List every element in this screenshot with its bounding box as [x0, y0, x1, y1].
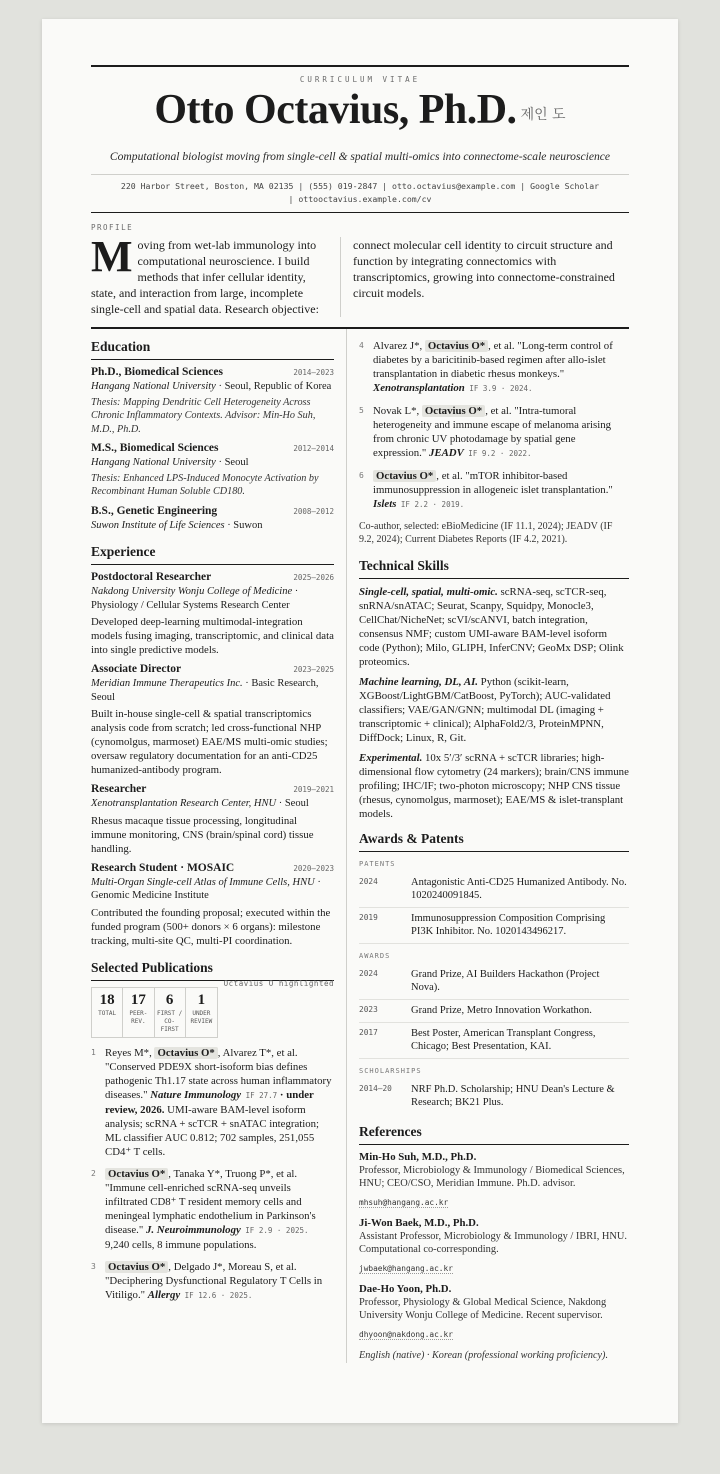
contact-phone: (555) 019-2847 — [308, 181, 378, 191]
reference-name: Dae-Ho Yoon, Ph.D. — [359, 1283, 452, 1295]
award-text: Antagonistic Anti-CD25 Humanized Antibody. No. 1020240091845. — [411, 877, 627, 901]
journal-meta: IF 12.6 · 2025. — [180, 1290, 253, 1300]
skill-category: Experimental. — [359, 752, 423, 764]
highlighted-author: Octavius O* — [105, 1168, 168, 1180]
contact-sep: | — [293, 181, 309, 191]
citation-body: , et al. "mTOR inhibitor-based immunosuppression in allogeneic islet transplantation." — [373, 470, 613, 496]
award-text: Grand Prize, Metro Innovation Workathon. — [411, 1005, 592, 1016]
education-entry — [91, 366, 334, 436]
experience-entry — [91, 783, 334, 856]
award-text: Grand Prize, AI Builders Hackathon (Project Nova). — [411, 969, 600, 993]
reference-name: Ji-Won Baek, M.D., Ph.D. — [359, 1217, 479, 1229]
experience-list — [91, 571, 334, 948]
pub-stat — [186, 988, 217, 1037]
entry-date: 2023–2025 — [293, 665, 334, 674]
entry-head — [91, 571, 334, 583]
entry-head — [91, 783, 334, 795]
page-title — [91, 88, 629, 140]
award-year: 2017 — [359, 1028, 378, 1037]
authors-pre: Novak L*, — [373, 405, 422, 417]
experience-entry — [91, 663, 334, 777]
publication-number: 1 — [91, 1047, 96, 1057]
name-suffix: Ph.D. — [408, 87, 517, 133]
publication-number: 2 — [91, 1168, 96, 1178]
entry-head — [91, 862, 334, 874]
organization-unit: · Seoul — [276, 798, 309, 809]
award-year: 2019 — [359, 913, 378, 922]
skill-category: Single-cell, spatial, multi-omic. — [359, 586, 498, 598]
contact-email-link[interactable]: otto.octavius@example.com — [392, 181, 516, 191]
journal-meta: IF 3.9 · 2024. — [464, 384, 533, 393]
reference-entry — [359, 1151, 629, 1209]
journal-meta: IF 27.7 — [241, 1090, 278, 1100]
name-main: Otto Octavius — [154, 87, 399, 133]
reference-entry — [359, 1217, 629, 1275]
reference-role: Professor, Microbiology & Immunology / Biomedical Sciences, HNU; CEO/CSO, Meridian Immune. Ph.D. advisor. — [359, 1165, 625, 1189]
name-comma: , — [398, 87, 409, 133]
publication-text — [373, 404, 629, 461]
award-group-label: SCHOLARSHIPS — [359, 1067, 422, 1075]
education-entry — [91, 442, 334, 499]
skills-heading: Technical Skills — [359, 558, 629, 579]
publication-item — [359, 404, 629, 461]
publication-text — [105, 1046, 334, 1159]
skills-list — [359, 585, 629, 821]
degree-title: B.S., Genetic Engineering — [91, 504, 218, 517]
institution-name: Hangang National University — [91, 381, 216, 392]
publication-item — [359, 339, 629, 396]
entry-head — [91, 663, 334, 675]
institution-location: · Seoul, Republic of Korea — [215, 381, 332, 392]
reference-role: Assistant Professor, Microbiology & Immunology / IBRI, HNU. Computational co-corresponding. — [359, 1231, 627, 1255]
organization-unit: · Basic Research, Seoul — [91, 678, 319, 703]
reference-role: Professor, Physiology & Global Medical Science, Nakdong University Wonju College of Medicine. Recent supervisor. — [359, 1297, 607, 1321]
institution-name: Suwon Institute of Life Sciences — [91, 519, 225, 531]
contact-bar — [91, 174, 629, 212]
highlighted-author: Octavius O* — [373, 470, 436, 482]
publication-item — [91, 1260, 334, 1303]
award-row — [359, 908, 629, 944]
citation-body: , Tanaka Y*, Truong P*, et al. "Immune cell-enriched scRNA-seq unveils infiltrated CD8⁺ T resident memory cells and meningeal lymphatic endothelium in Parkinson's disease." — [105, 1167, 316, 1236]
skill-group — [359, 675, 629, 745]
journal-name: Xenotransplantation — [373, 382, 465, 394]
citation-body: , Alvarez T*, et al. "Conserved PDE9X short-isoform bias defines pathogenic Th1.17 state across human inflammatory diseases." — [105, 1046, 332, 1101]
organization-name: Multi-Organ Single-cell Atlas of Immune Cells, HNU — [91, 876, 315, 888]
publication-text — [105, 1167, 334, 1252]
job-description: Developed deep-learning multimodal-integration models fusing imaging, transcriptomic, and clinical data into single predictive models. — [91, 616, 334, 656]
references-list — [359, 1151, 629, 1341]
entry-date: 2019–2021 — [293, 785, 334, 794]
institution-location: · Seoul — [215, 457, 249, 468]
journal-meta: IF 9.2 · 2022. — [463, 449, 532, 458]
institution-location: · Suwon — [224, 519, 263, 531]
publication-note: UMI-aware BAM-level isoform analysis; scRNA + scTCR + snATAC integration; ML classifier AUC 0.812; 702 samples, 251,055 CD4⁺ T cells. — [105, 1103, 320, 1158]
publications-heading: Selected Publications — [91, 960, 334, 981]
tagline: Computational biologist moving from single-cell & spatial multi-omics into connectome-scale neuroscience — [109, 150, 611, 163]
highlighted-author: Octavius O* — [425, 340, 488, 352]
award-row — [359, 1079, 629, 1114]
reference-name: Min-Ho Suh, M.D., Ph.D. — [359, 1151, 477, 1163]
pub-stat — [123, 988, 154, 1037]
awards-heading: Awards & Patents — [359, 831, 629, 852]
award-group-label: PATENTS — [359, 860, 396, 868]
experience-heading: Experience — [91, 544, 334, 565]
citation-body: , et al. "Intra-tumoral heterogeneity and immune escape of melanoma arising from chronic UV photodamage by spatial gene expression." — [373, 405, 612, 459]
thesis: Thesis: Mapping Dendritic Cell Heterogeneity Across Chronic Inflammatory Contexts. Advisor: Min-Ho Suh, M.D., Ph.D. — [91, 396, 316, 435]
reference-email-link[interactable]: jwbaek@hangang.ac.kr — [359, 1264, 453, 1273]
award-row — [359, 1023, 629, 1059]
stat-number: 17 — [130, 991, 146, 1008]
journal-name: Islets — [373, 498, 397, 510]
skill-list: 10x 5′/3′ scRNA + scTCR libraries; high-dimensional flow cytometry (24 markers); brain/CNS immune profiling; IHC/IF; two-photon microscopy; NHP CNS tissue (rhesus, cynomolgus, marmoset); EAE/MS & islet-transplant models. — [359, 752, 629, 820]
profile-label: PROFILE — [91, 223, 134, 232]
entry-head — [91, 442, 334, 454]
contact-sep: | — [515, 181, 531, 191]
publication-text — [373, 339, 629, 396]
award-row — [359, 1000, 629, 1023]
institution-name: Hangang National University — [91, 457, 216, 468]
publication-text — [105, 1260, 334, 1303]
job-title: Associate Director — [91, 663, 182, 675]
pub-stats — [91, 987, 218, 1038]
stat-label: FIRST / CO-FIRST — [156, 1009, 183, 1033]
organization-unit: · Genomic Medicine Institute — [91, 876, 321, 901]
organization-name: Meridian Immune Therapeutics Inc. — [91, 678, 243, 689]
institution — [91, 456, 334, 470]
coauthor-note: Co-author, selected: eBioMedicine (IF 11.1, 2024); JEADV (IF 9.2, 2024); Current Diabetes Reports (IF 4.2, 2021). — [359, 521, 613, 545]
pub-stat — [92, 988, 123, 1037]
cv-page — [42, 19, 678, 1423]
publication-number: 5 — [359, 406, 364, 415]
organization-name: Xenotransplantation Research Center, HNU — [91, 798, 277, 809]
award-year: 2014–20 — [359, 1084, 392, 1093]
reference-entry — [359, 1283, 629, 1341]
institution — [91, 380, 334, 394]
job-description: Contributed the founding proposal; executed within the funded program (500+ donors × 6 organs): milestone tracking, multi-site QC, multi-PI coordination. — [91, 906, 331, 947]
award-row — [359, 964, 629, 1000]
drop-cap: M — [91, 232, 133, 281]
profile-col-1 — [91, 232, 341, 317]
entry-date: 2012–2014 — [293, 444, 334, 453]
education-list — [91, 366, 334, 532]
two-column-body — [91, 327, 629, 1363]
journal-name: Allergy — [147, 1288, 181, 1301]
skill-group — [359, 751, 629, 821]
award-group-label: AWARDS — [359, 952, 391, 960]
left-column — [91, 329, 347, 1363]
award-text: Immunosuppression Composition Comprising PI3K Inhibitor. No. 1020143496217. — [411, 913, 606, 937]
scholar-link[interactable]: Google Scholar — [530, 181, 600, 191]
award-year: 2024 — [359, 969, 378, 978]
top-rule — [91, 65, 629, 67]
stat-number: 1 — [197, 991, 206, 1008]
publication-number: 3 — [91, 1261, 96, 1271]
thesis: Thesis: Enhanced LPS-Induced Monocyte Activation by Recombinant Human Soluble CD180. — [91, 472, 319, 497]
authors-pre: Alvarez J*, — [373, 340, 425, 352]
name-hangul: 제인 도 — [520, 107, 566, 123]
profile-rule — [91, 212, 629, 213]
award-year: 2024 — [359, 877, 378, 886]
stat-number: 18 — [99, 991, 115, 1008]
contact-address: 220 Harbor Street, Boston, MA 02135 — [120, 181, 294, 191]
entry-date: 2025–2026 — [293, 573, 334, 582]
journal-name: J. Neuroimmunology — [145, 1223, 241, 1236]
stat-label: PEER-REV. — [129, 1009, 148, 1025]
publication-list-left — [91, 1046, 334, 1303]
contact-sep: | — [377, 181, 393, 191]
organization — [91, 677, 334, 704]
highlighted-author: Octavius O* — [105, 1261, 168, 1273]
highlighted-author: Octavius O* — [154, 1047, 217, 1059]
pub-stat — [155, 988, 186, 1037]
award-text: NRF Ph.D. Scholarship; HNU Dean's Lecture & Research; BK21 Plus. — [411, 1084, 615, 1108]
job-description: Rhesus macaque tissue processing, longitudinal immune monitoring, CNS (brain/spinal cord) tissue handling. — [91, 814, 314, 855]
skill-list: scRNA-seq, scTCR-seq, snRNA/snATAC; Seurat, Scanpy, Squidpy, Monocle3, CellChat/NicheNet; scVI/scANVI, batch integration, consensus NMF; custom UMI-aware BAM-level isoform code (Python); Milo, GLIPH, InferCNV; GeoMx DSP; Olink proteomics. — [359, 586, 624, 668]
profile-text-1: oving from wet-lab immunology into computational neuroscience. I build methods that infer cellular identity, state, and interaction from large, incomplete single-cell and spatial data. Research objective: — [91, 238, 319, 316]
stat-number: 6 — [165, 991, 174, 1008]
eyebrow: CURRICULUM VITAE — [299, 75, 421, 84]
publication-number: 6 — [359, 471, 364, 480]
pub-stats-block — [91, 978, 334, 1038]
job-title: Postdoctoral Researcher — [91, 571, 212, 583]
publication-list-right — [359, 339, 629, 512]
organization — [91, 797, 334, 811]
organization — [91, 585, 334, 612]
experience-entry — [91, 571, 334, 657]
highlight-note: Octavius O highlighted — [223, 978, 334, 988]
citation-body: , et al. "Long-term control of diabetes by a baricitinib-based regimen after allo-islet transplantation in diabetic rhesus monkeys." — [373, 340, 613, 380]
journal-name: JEADV — [428, 447, 464, 459]
organization-unit: · Physiology / Cellular Systems Research Center — [91, 586, 299, 611]
skill-category: Machine learning, DL, AI. — [359, 676, 478, 688]
publication-item — [91, 1046, 334, 1159]
stat-label: UNDER REVIEW — [190, 1009, 213, 1025]
skill-list: Python (scikit-learn, XGBoost/LightGBM/CatBoost, PyTorch); AUC-validated classifiers; VAE/GAN/GNN; multimodal DL (imaging + transcriptomic + clinical); AlphaFold2/3, ProteinMPNN, DiffDock; Linux, R, Git. — [359, 676, 611, 744]
publication-text — [373, 469, 629, 512]
job-title: Researcher — [91, 783, 147, 795]
publication-number: 4 — [359, 341, 364, 350]
journal-name: Nature Immunology — [150, 1088, 242, 1101]
institution — [91, 519, 334, 533]
award-year: 2023 — [359, 1005, 378, 1014]
entry-date: 2014–2023 — [293, 368, 334, 377]
job-description: Built in-house single-cell & spatial transcriptomics analysis code from scratch; led cross-functional NHP (cynomolgus, marmoset) EAE/MS multi-omic studies; oversaw regulatory documentation for an anti-CD25 humanized-antibody program. — [91, 708, 328, 776]
authors-pre: Reyes M*, — [105, 1046, 155, 1059]
stat-label: TOTAL — [98, 1009, 117, 1017]
highlighted-author: Octavius O* — [422, 405, 485, 417]
organization — [91, 876, 334, 903]
organization-name: Nakdong University Wonju College of Medicine — [91, 586, 293, 597]
citation-body: , Delgado J*, Moreau S, et al. "Deciphering Dysfunctional Regulatory T Cells in Vitiligo." — [105, 1260, 323, 1301]
education-heading: Education — [91, 339, 334, 360]
degree-title: M.S., Biomedical Sciences — [91, 442, 219, 454]
reference-email-link[interactable]: dhyoon@nakdong.ac.kr — [359, 1330, 453, 1339]
award-row — [359, 872, 629, 908]
review-status: · under review, 2026. — [105, 1088, 314, 1116]
journal-meta: IF 2.2 · 2019. — [396, 500, 465, 509]
cv-content — [91, 65, 629, 1363]
website-link[interactable]: ottooctavius.example.com/cv — [298, 194, 432, 204]
entry-date: 2020–2023 — [293, 863, 334, 873]
reference-email-link[interactable]: mhsuh@hangang.ac.kr — [359, 1198, 449, 1207]
languages: English (native) · Korean (professional working proficiency). — [359, 1350, 608, 1361]
education-entry — [91, 505, 334, 533]
degree-title: Ph.D., Biomedical Sciences — [91, 366, 223, 378]
entry-head — [91, 366, 334, 378]
publication-note: 9,240 cells, 8 immune populations. — [105, 1238, 257, 1251]
references-heading: References — [359, 1124, 629, 1145]
contact-sep: | — [288, 194, 299, 204]
profile-text-2: connect molecular cell identity to circuit structure and function by integrating connectomics with transcriptomics, growing into connectome-constrained circuit models. — [353, 238, 615, 300]
experience-entry — [91, 862, 334, 948]
skill-group — [359, 585, 629, 669]
publication-item — [91, 1167, 334, 1252]
profile-section — [91, 232, 629, 317]
award-text: Best Poster, American Transplant Congress, Chicago; Best Presentation, KAI. — [411, 1028, 596, 1052]
right-column — [347, 329, 629, 1363]
awards-list — [359, 860, 629, 1114]
publication-item — [359, 469, 629, 512]
job-title: Research Student · MOSAIC — [91, 861, 235, 874]
entry-head — [91, 505, 334, 517]
entry-date: 2008–2012 — [293, 506, 334, 516]
journal-meta: IF 2.9 · 2025. — [240, 1225, 309, 1235]
